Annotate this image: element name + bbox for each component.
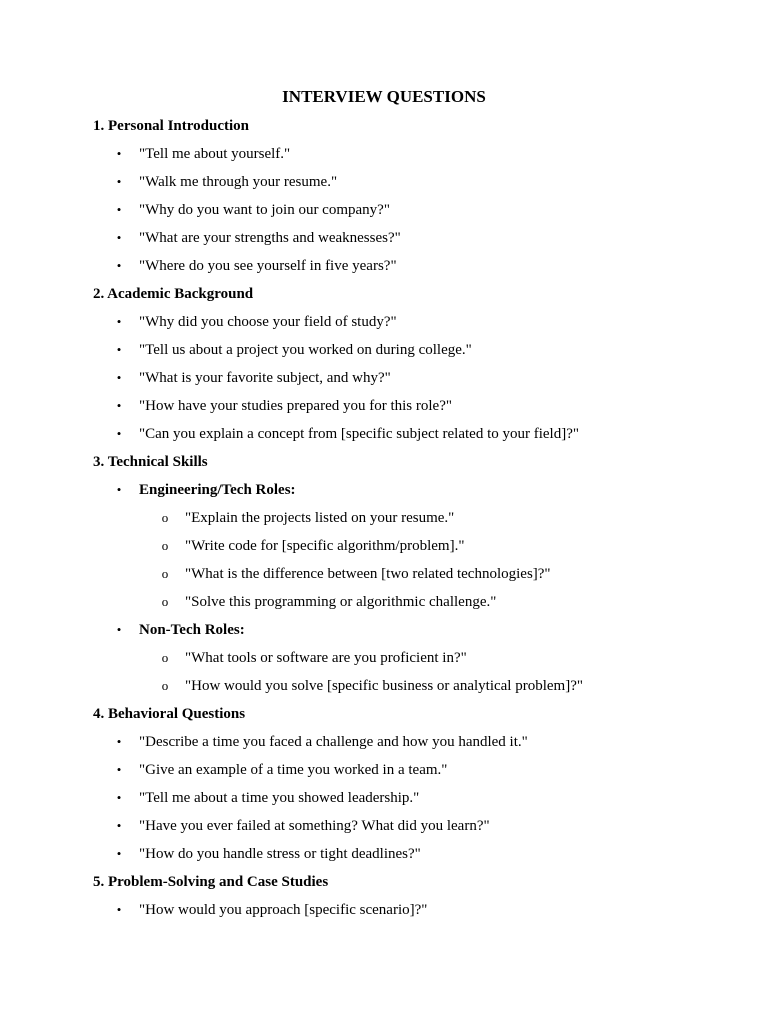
section-heading: 4. Behavioral Questions (93, 706, 246, 722)
item-text: "Solve this programming or algorithmic challenge." (185, 594, 497, 610)
bullet-icon: • (116, 818, 122, 833)
section-heading: 1. Personal Introduction (93, 118, 249, 134)
list-item (93, 424, 733, 452)
item-text: "Write code for [specific algorithm/problem]." (185, 538, 465, 554)
item-text: "Tell me about a time you showed leadership." (139, 790, 420, 806)
bullet-icon: • (116, 314, 122, 329)
list-item (93, 172, 733, 200)
section-behavioral-questions (93, 704, 733, 872)
list-item (93, 144, 733, 172)
bullet-icon: • (116, 426, 122, 441)
sub-group-label: Engineering/Tech Roles: (139, 482, 296, 498)
sub-group-heading (93, 480, 733, 508)
bullet-icon: • (116, 370, 122, 385)
circle-bullet-icon: o (161, 594, 169, 609)
list-item (93, 256, 733, 284)
bullet-icon: • (116, 482, 122, 497)
item-text: "Where do you see yourself in five years?" (139, 258, 397, 274)
circle-bullet-icon: o (161, 650, 169, 665)
item-text: "Can you explain a concept from [specific subject related to your field]?" (139, 426, 579, 442)
item-text: "What are your strengths and weaknesses?" (139, 230, 401, 246)
circle-bullet-icon: o (161, 678, 169, 693)
bullet-icon: • (116, 258, 122, 273)
section-problem-solving (93, 872, 733, 928)
bullet-icon: • (116, 846, 122, 861)
section-heading: 5. Problem-Solving and Case Studies (93, 874, 329, 890)
item-text: "Walk me through your resume." (139, 174, 338, 190)
sub-list-item (93, 592, 733, 620)
item-text: "How do you handle stress or tight deadlines?" (139, 846, 421, 862)
item-text: "How would you solve [specific business or analytical problem]?" (185, 678, 583, 694)
bullet-icon: • (116, 174, 122, 189)
sub-list-item (93, 648, 733, 676)
sub-list-item (93, 508, 733, 536)
list-item (93, 788, 733, 816)
page-title: INTERVIEW QUESTIONS (282, 87, 486, 106)
bullet-icon: • (116, 342, 122, 357)
section-personal-introduction (93, 116, 733, 284)
item-text: "How would you approach [specific scenario]?" (139, 902, 428, 918)
item-text: "What tools or software are you proficient in?" (185, 650, 467, 666)
list-item (93, 844, 733, 872)
circle-bullet-icon: o (161, 538, 169, 553)
list-item (93, 340, 733, 368)
bullet-icon: • (116, 902, 122, 917)
circle-bullet-icon: o (161, 510, 169, 525)
bullet-icon: • (116, 230, 122, 245)
section-heading: 3. Technical Skills (93, 454, 208, 470)
list-item (93, 228, 733, 256)
section-academic-background (93, 284, 733, 452)
item-text: "What is the difference between [two related technologies]?" (185, 566, 551, 582)
item-text: "Explain the projects listed on your resume." (185, 510, 455, 526)
bullet-icon: • (116, 146, 122, 161)
list-item (93, 200, 733, 228)
bullet-icon: • (116, 622, 122, 637)
bullet-icon: • (116, 762, 122, 777)
list-item (93, 900, 733, 928)
item-text: "Describe a time you faced a challenge and how you handled it." (139, 734, 528, 750)
bullet-icon: • (116, 790, 122, 805)
sub-list-item (93, 676, 733, 704)
section-heading: 2. Academic Background (93, 286, 254, 302)
bullet-icon: • (116, 202, 122, 217)
list-item (93, 368, 733, 396)
sub-group-label: Non-Tech Roles: (139, 622, 245, 638)
document-content (93, 116, 733, 928)
section-technical-skills (93, 452, 733, 704)
item-text: "Why did you choose your field of study?" (139, 314, 397, 330)
item-text: "How have your studies prepared you for this role?" (139, 398, 452, 414)
item-text: "Tell us about a project you worked on during college." (139, 342, 472, 358)
list-item (93, 732, 733, 760)
item-text: "Why do you want to join our company?" (139, 202, 390, 218)
item-text: "Have you ever failed at something? What did you learn?" (139, 818, 490, 834)
bullet-icon: • (116, 734, 122, 749)
list-item (93, 396, 733, 424)
sub-list-item (93, 564, 733, 592)
list-item (93, 760, 733, 788)
bullet-icon: • (116, 398, 122, 413)
sub-list-item (93, 536, 733, 564)
list-item (93, 312, 733, 340)
item-text: "Give an example of a time you worked in a team." (139, 762, 448, 778)
item-text: "What is your favorite subject, and why?" (139, 370, 391, 386)
sub-group-heading (93, 620, 733, 648)
item-text: "Tell me about yourself." (139, 146, 291, 162)
list-item (93, 816, 733, 844)
circle-bullet-icon: o (161, 566, 169, 581)
